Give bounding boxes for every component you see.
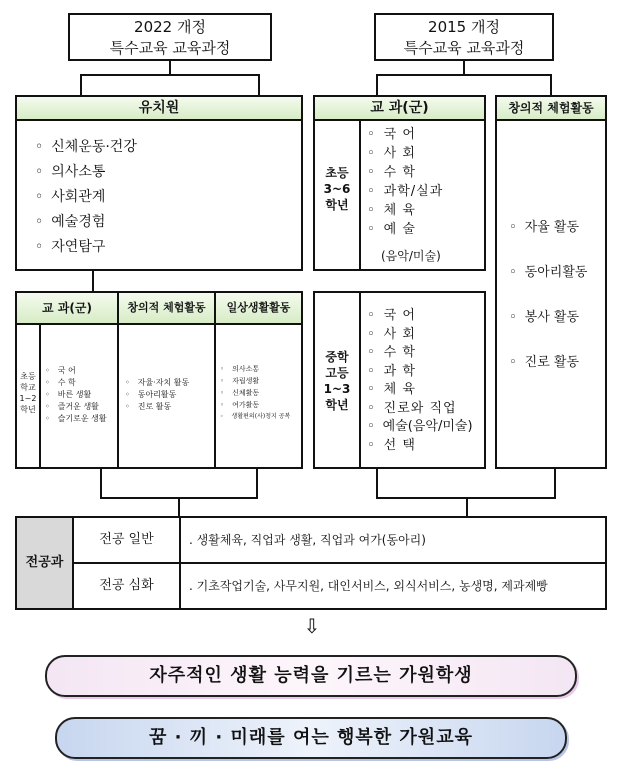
grade-label-line: 학년 (325, 198, 349, 212)
list-item: ◦ 수 학 (367, 344, 473, 363)
list-item: ◦ 진로 활동 (509, 340, 587, 385)
connector (256, 468, 258, 498)
curriculum-2022-box (68, 13, 272, 61)
list-item: ◦ 국 어 (367, 125, 443, 144)
list-item: ◦ 자립생활 (220, 375, 290, 387)
grade-label-line: 고등 (325, 366, 349, 380)
divider (39, 325, 41, 467)
grade-label-line: 학교 (20, 383, 36, 392)
curriculum-2022-subtitle: 특수교육 교육과정 (109, 39, 231, 57)
mid2015-subject-list (367, 307, 473, 455)
list-item: ◦ 즐거운 생활 (45, 401, 107, 413)
connector (258, 74, 260, 96)
connector (100, 468, 102, 498)
mid2015-subject-box (313, 291, 486, 469)
elem2022-daily-list (220, 363, 290, 423)
grade-label-line: 학년 (20, 405, 36, 414)
elem2015-grade-label (315, 165, 359, 213)
elem2022-subject-box (15, 291, 119, 469)
connector (463, 61, 465, 75)
creative2015-box (495, 95, 607, 469)
kindergarten-title: 유치원 (17, 97, 301, 121)
down-arrow-icon: ⇩ (303, 614, 321, 638)
major-table (15, 516, 607, 610)
connector (178, 497, 180, 517)
kindergarten-box (15, 95, 303, 271)
major-row-2-content: . 기초작업기술, 사무지원, 대인서비스, 외식서비스, 농생명, 제과제빵 (189, 579, 548, 593)
major-label-cell (17, 518, 74, 608)
curriculum-2022-title: 2022 개정 (134, 18, 206, 36)
list-item: ◦ 신체운동·건강 (35, 135, 301, 160)
major-row-1-content: . 생활체육, 직업과 생활, 직업과 여가(동아리) (189, 533, 426, 547)
elem2015-subject-list (367, 125, 443, 239)
creative2015-list (509, 205, 587, 385)
major-label: 전공과 (25, 555, 64, 570)
list-item: ◦ 과학/실과 (367, 182, 443, 201)
list-item: ◦ 진로와 직업 (367, 400, 473, 419)
major-row-1-name: 전공 일반 (99, 532, 154, 547)
school-goal-banner: 꿈 · 끼 · 미래를 여는 행복한 가원교육 (55, 717, 567, 759)
grade-label-line: 1~3 (323, 382, 351, 396)
creative2015-title: 창의적 체험활동 (497, 97, 605, 121)
list-item: ◦ 슬기로운 생활 (45, 413, 107, 425)
grade-label-line: 학년 (325, 398, 349, 412)
curriculum-2015-box (374, 13, 554, 61)
list-item: ◦ 자율 활동 (509, 205, 587, 250)
list-item: ◦ 과 학 (367, 363, 473, 382)
list-item: ◦ 사 회 (367, 144, 443, 163)
list-item: ◦ 봉사 활동 (509, 295, 587, 340)
grade-label-line: 1~2 (19, 394, 37, 403)
list-item: ◦ 자연탐구 (35, 235, 301, 260)
divider (359, 293, 361, 467)
elem2022-creative-list (125, 377, 189, 413)
list-item: ◦ 국 어 (367, 307, 473, 326)
major-row-2-name: 전공 심화 (99, 578, 154, 593)
elem2022-daily-title: 일상생활활동 (216, 293, 301, 325)
connector (466, 497, 468, 517)
list-item: ◦ 사 회 (367, 326, 473, 345)
elem2022-creative-box (117, 291, 216, 469)
list-item: ◦ 의사소통 (35, 160, 301, 185)
mid2015-grade-label (315, 349, 359, 413)
list-item: ◦ 바른 생활 (45, 389, 107, 401)
list-item: ◦ 여가활동 (220, 399, 290, 411)
curriculum-2015-subtitle: 특수교육 교육과정 (403, 39, 525, 57)
list-item: ◦ 국 어 (45, 365, 107, 377)
list-item: ◦ 체 육 (367, 201, 443, 220)
list-item: ◦ 수 학 (367, 163, 443, 182)
list-item: ◦ 선 택 (367, 437, 473, 456)
elem2022-subject-title: 교 과(군) (17, 293, 117, 325)
connector (169, 61, 171, 75)
grade-label-line: 3~6 (323, 182, 351, 196)
elem2022-subject-list (45, 365, 107, 425)
connector (554, 468, 556, 498)
list-item: ◦ 예 술 (367, 220, 443, 239)
list-item: ◦ 체 육 (367, 381, 473, 400)
divider (359, 121, 361, 269)
list-item: ◦ 의사소통 (220, 363, 290, 375)
connector (550, 74, 552, 96)
major-col-divider (179, 518, 181, 608)
list-item: ◦ 신체활동 (220, 387, 290, 399)
connector (80, 74, 260, 76)
connector (92, 270, 94, 292)
connector (80, 74, 82, 96)
list-item: ◦ 동아리활동 (509, 250, 587, 295)
list-item: ◦ 예술(음악/미술) (367, 418, 473, 437)
elem2022-daily-box (214, 291, 303, 469)
connector (376, 74, 378, 96)
list-item: ◦ 동아리활동 (125, 389, 189, 401)
list-item: ◦ 수 학 (45, 377, 107, 389)
list-item: ◦ 진로 활동 (125, 401, 189, 413)
connector (376, 74, 552, 76)
elem2015-subject-box (313, 95, 486, 271)
connector (376, 468, 378, 498)
elem2015-subject-title: 교 과(군) (315, 97, 484, 121)
arts-note: (음악/미술) (381, 249, 441, 263)
student-goal-banner: 자주적인 생활 능력을 기르는 가원학생 (45, 655, 577, 697)
elem2022-creative-title: 창의적 체험활동 (119, 293, 214, 325)
curriculum-2015-title: 2015 개정 (428, 18, 500, 36)
grade-label-line: 초등 (20, 372, 36, 381)
elem2022-grade-label (17, 371, 39, 415)
kindergarten-list (17, 121, 301, 260)
list-item: ◦ 사회관계 (35, 185, 301, 210)
grade-label-line: 중학 (325, 350, 349, 364)
list-item: ◦ 예술경험 (35, 210, 301, 235)
list-item: ◦ 자율·자치 활동 (125, 377, 189, 389)
list-item: ◦ 생활편의(사)청지 공복 (220, 411, 290, 423)
grade-label-line: 초등 (325, 166, 349, 180)
